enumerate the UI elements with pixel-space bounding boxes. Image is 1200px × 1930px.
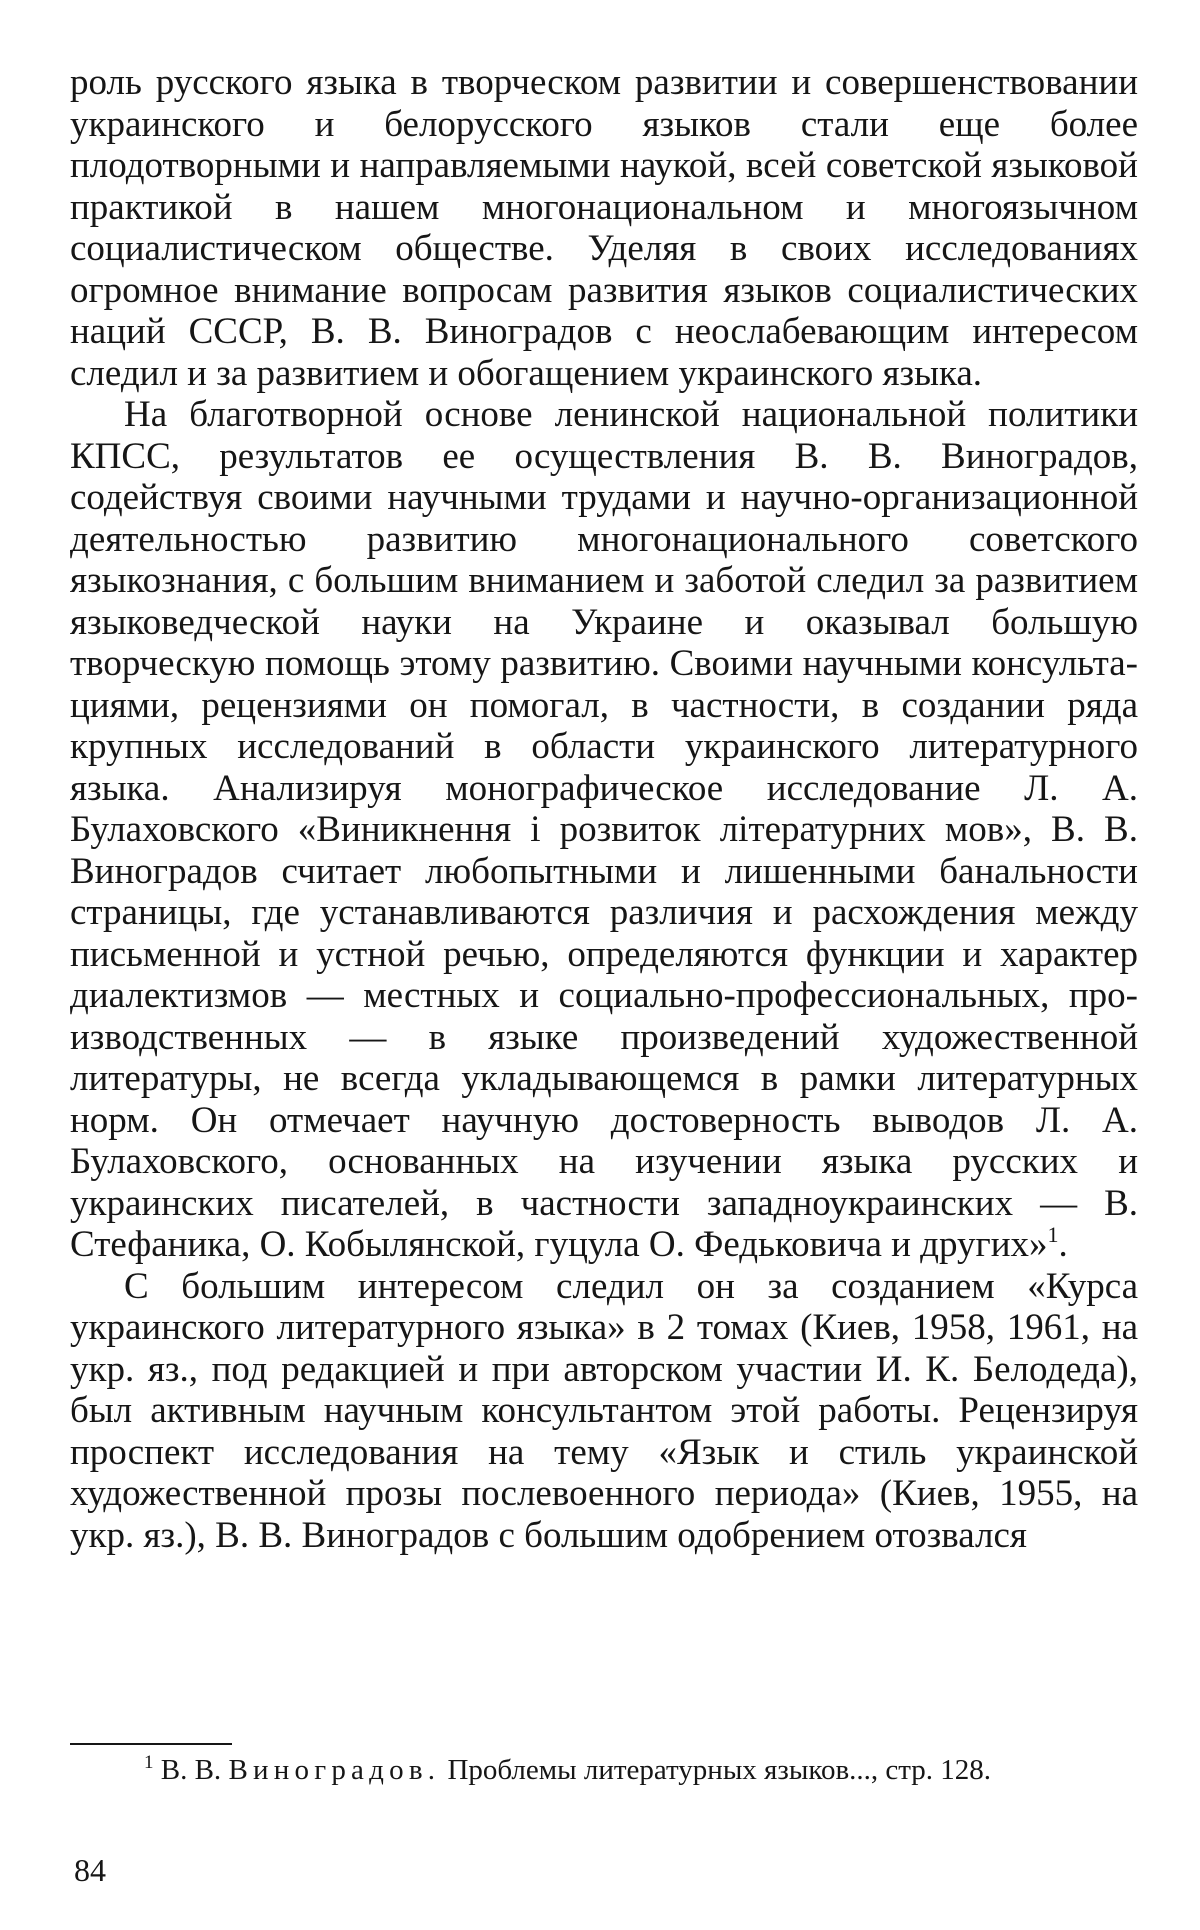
- page-number: 84: [74, 1852, 106, 1888]
- footnote-marker: 1: [144, 1752, 154, 1773]
- paragraph-2-text: На благотворной основе ленинской национальной политики КПСС, результатов ее осуществления В. В. Виноградов, содействуя своими научными трудами и научно-организационной деятельностью развитию многонационального советского языкознания, с большим вниманием и заботой следил за развитием языковедческой науки на Украине и оказывал большую творческую помощь этому развитию. Своими научными консультациями, рецензиями он помогал, в частности, в создании ряда крупных исследований в области украинского литературного языка. Анализируя монографическое исследование Л. А. Булаховского «Виникнення і розвиток літературних мов», В. В. Виноградов считает любопытными и лишенными банальности страницы, где устанавливаются различия и расхождения между письменной и устной речью, определяются функции и характер диалектизмов — местных и социально-профессиональных, производственных — в языке произведений художественной литературы, не всегда укладывающемся в рамки литературных норм. Он отмечает научную достоверность выводов Л. А. Булаховского, основанных на изучении языка русских и украинских писателей, в частности западноукраинских — В. Стефаника, О. Кобылянской, гуцула О. Федьковича и других»: [70, 394, 1138, 1265]
- paragraph-2: [70, 394, 1138, 1266]
- paragraph-1-text: роль русского языка в творческом развитии и совершенствовании украинского и белорусского языков стали еще более плодотворными и направляемыми наукой, всей советской языковой практикой в нашем многонациональном и многоязычном социалистическом обществе. Уделяя в своих исследованиях огромное внимание вопросам развития языков социалистических наций СССР, В. В. Виноградов с неослабевающим интересом следил и за развитием и обогащением украинского языка.: [70, 62, 1138, 394]
- page-body: [70, 62, 1138, 1556]
- footnote-divider: [70, 1743, 232, 1745]
- footnote-reference[interactable]: 1: [1047, 1222, 1059, 1247]
- footnote-text: Проблемы литературных языков..., стр. 128.: [447, 1754, 992, 1786]
- paragraph-2-end: .: [1058, 1224, 1068, 1265]
- footnote: [70, 1752, 1138, 1789]
- paragraph-3: [70, 1266, 1138, 1557]
- footnote-author-initials: В. В.: [160, 1754, 222, 1786]
- paragraph-1: [70, 62, 1138, 394]
- paragraph-3-text: С большим интересом следил он за созданием «Курса украинского литературного языка» в 2 томах (Киев, 1958, 1961, на укр. яз., под редакцией и при авторском участии И. К. Белодеда), был активным научным консультантом этой работы. Рецензируя проспект исследования на тему «Язык и стиль украинской художественной прозы послевоенного периода» (Киев, 1955, на укр. яз.), В. В. Виноградов с большим одобрением отозвался: [70, 1265, 1138, 1556]
- footnote-author-name: Виноградов.: [228, 1754, 441, 1786]
